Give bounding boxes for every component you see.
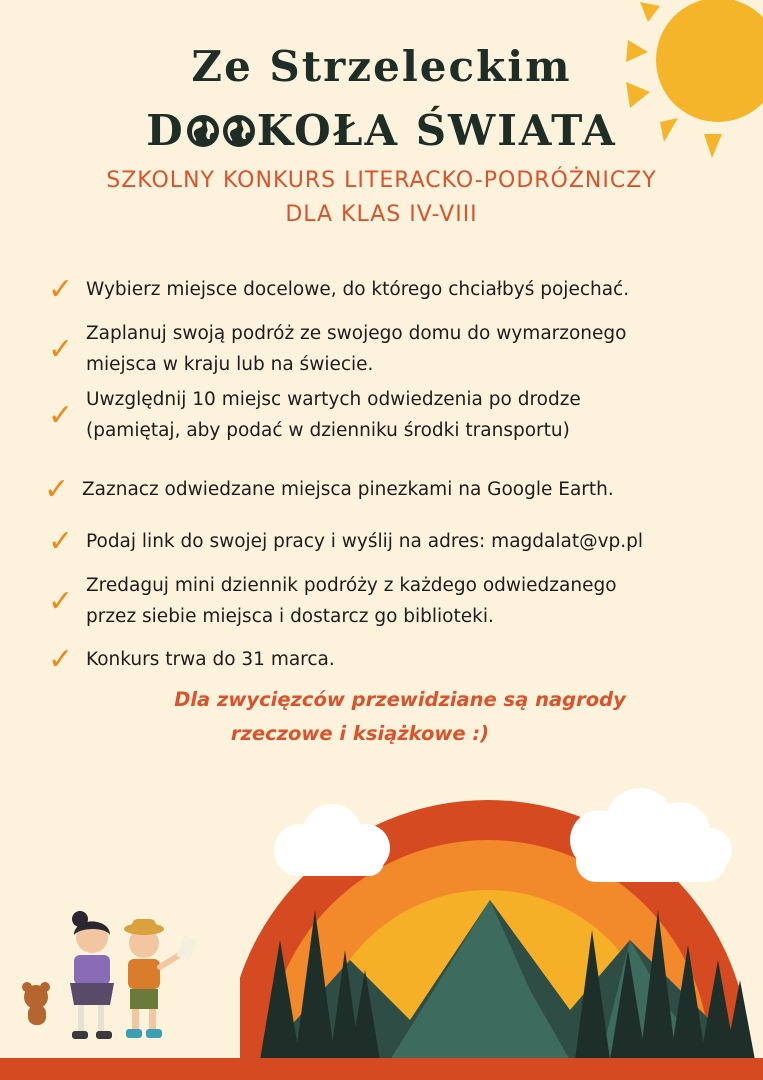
check-icon: ✓ xyxy=(48,583,74,619)
rule-text: Zaplanuj swoją podróż ze swojego domu do wymarzonego xyxy=(86,323,627,344)
subtitle-line2: DLA KLAS IV-VIII xyxy=(285,202,478,227)
check-icon: ✓ xyxy=(48,397,74,433)
poster-title-line1: Ze Strzeleckim xyxy=(191,42,572,91)
check-icon: ✓ xyxy=(48,272,74,307)
mountain-sunset-illustration xyxy=(240,770,763,1080)
title-letter-d: D xyxy=(146,106,185,155)
rule-text: (pamiętaj, aby podać w dzienniku środki transportu) xyxy=(86,420,570,441)
cloud xyxy=(274,804,390,876)
rule-item xyxy=(48,570,738,632)
poster-title-line2 xyxy=(0,106,763,155)
check-icon: ✓ xyxy=(48,642,74,677)
rule-item xyxy=(44,472,734,507)
globe-icon xyxy=(186,114,220,148)
rule-item xyxy=(48,524,738,559)
ground-strip xyxy=(0,1058,763,1080)
rule-text: Zaznacz odwiedzane miejsca pinezkami na Google Earth. xyxy=(82,479,614,500)
rule-text: Podaj link do swojej pracy i wyślij na adres: magdalat@vp.pl xyxy=(86,531,644,552)
rule-item xyxy=(48,642,738,677)
rule-text: Uwzględnij 10 miejsc wartych odwiedzenia po drodze xyxy=(86,389,581,410)
rule-text: Wybierz miejsce docelowe, do którego chciałbyś pojechać. xyxy=(86,279,630,300)
title-word-kola-swiata: KOŁA ŚWIATA xyxy=(256,106,617,155)
globe-icon xyxy=(222,114,256,148)
rule-text: Konkurs trwa do 31 marca. xyxy=(86,649,335,670)
rule-item xyxy=(48,384,738,446)
rule-item xyxy=(48,272,738,307)
rule-text: przez siebie miejsca i dostarcz go biblioteki. xyxy=(86,606,494,627)
subtitle-line1: SZKOLNY KONKURS LITERACKO-PODRÓŻNICZY xyxy=(106,168,657,193)
rule-text: miejsca w kraju lub na świecie. xyxy=(86,354,374,375)
check-icon: ✓ xyxy=(48,331,74,367)
rule-item xyxy=(48,318,738,380)
check-icon: ✓ xyxy=(44,472,70,507)
children-hikers-illustration xyxy=(14,905,204,1055)
prize-line2: rzeczowe i książkowe :) xyxy=(230,722,490,745)
check-icon: ✓ xyxy=(48,524,74,559)
prize-line1: Dla zwycięzców przewidziane są nagrody xyxy=(174,688,626,711)
rule-text: Zredaguj mini dziennik podróży z każdego odwiedzanego xyxy=(86,575,617,596)
